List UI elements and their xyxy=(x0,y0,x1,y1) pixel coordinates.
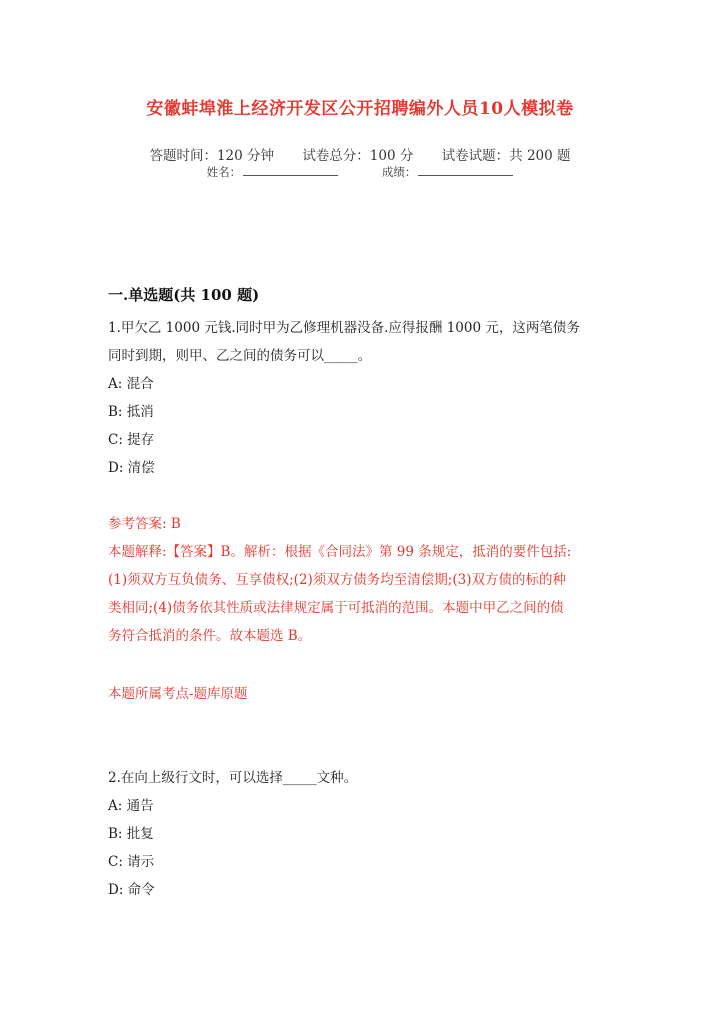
question-1 xyxy=(108,314,613,482)
document-title: 安徽蚌埠淮上经济开发区公开招聘编外人员10人模拟卷 xyxy=(146,99,574,119)
score-blank xyxy=(418,174,513,176)
question-1-option-c: C: 提存 xyxy=(108,432,155,448)
question-1-option-b: B: 抵消 xyxy=(108,404,154,420)
question-2-text: 2.在向上级行文时，可以选择_____文种。 xyxy=(108,770,358,786)
score-field xyxy=(382,164,514,180)
question-1-option-a: A: 混合 xyxy=(108,376,154,392)
exam-time: 答题时间：120 分钟 xyxy=(149,148,275,164)
question-1-answer-block xyxy=(108,510,613,650)
question-2-option-a: A: 通告 xyxy=(108,798,154,814)
explanation-line: 务符合抵消的条件。故本题选 B。 xyxy=(108,628,312,644)
question-1-option-d: D: 清偿 xyxy=(108,460,155,476)
exam-question-count: 试卷试题：共 200 题 xyxy=(441,148,571,164)
name-label: 姓名： xyxy=(206,165,242,179)
question-2-option-d: D: 命令 xyxy=(108,882,155,898)
question-1-source: 本题所属考点-题库原题 xyxy=(108,686,248,702)
name-field xyxy=(207,164,339,180)
section-title: 一.单选题(共 100 题) xyxy=(108,286,260,304)
exam-total-score: 试卷总分：100 分 xyxy=(302,148,414,164)
question-2-option-c: C: 请示 xyxy=(108,854,155,870)
question-1-explanation xyxy=(108,538,613,650)
question-1-text-line-1: 1.甲欠乙 1000 元钱.同时甲为乙修理机器没备.应得报酬 1000 元，这两笔债务 xyxy=(108,320,580,336)
explanation-line: 类相同;(4)债务依其性质或法律规定属于可抵消的范围。本题中甲乙之间的债 xyxy=(108,600,564,616)
question-1-text-line-2: 同时到期，则甲、乙之间的债务可以_____。 xyxy=(108,348,372,364)
exam-meta xyxy=(0,144,720,164)
question-2-option-b: B: 批复 xyxy=(108,826,154,842)
score-label: 成绩： xyxy=(381,165,417,179)
question-2 xyxy=(108,764,613,904)
explanation-line: 本题解释:【答案】B。解析：根据《合同法》第 99 条规定，抵消的要件包括: xyxy=(108,544,572,560)
question-1-answer: 参考答案: B xyxy=(108,516,181,532)
name-score-line xyxy=(0,164,720,180)
explanation-line: (1)须双方互负债务、互享债权;(2)须双方债务均至清偿期;(3)双方债的标的种 xyxy=(108,572,566,588)
name-blank xyxy=(243,174,338,176)
